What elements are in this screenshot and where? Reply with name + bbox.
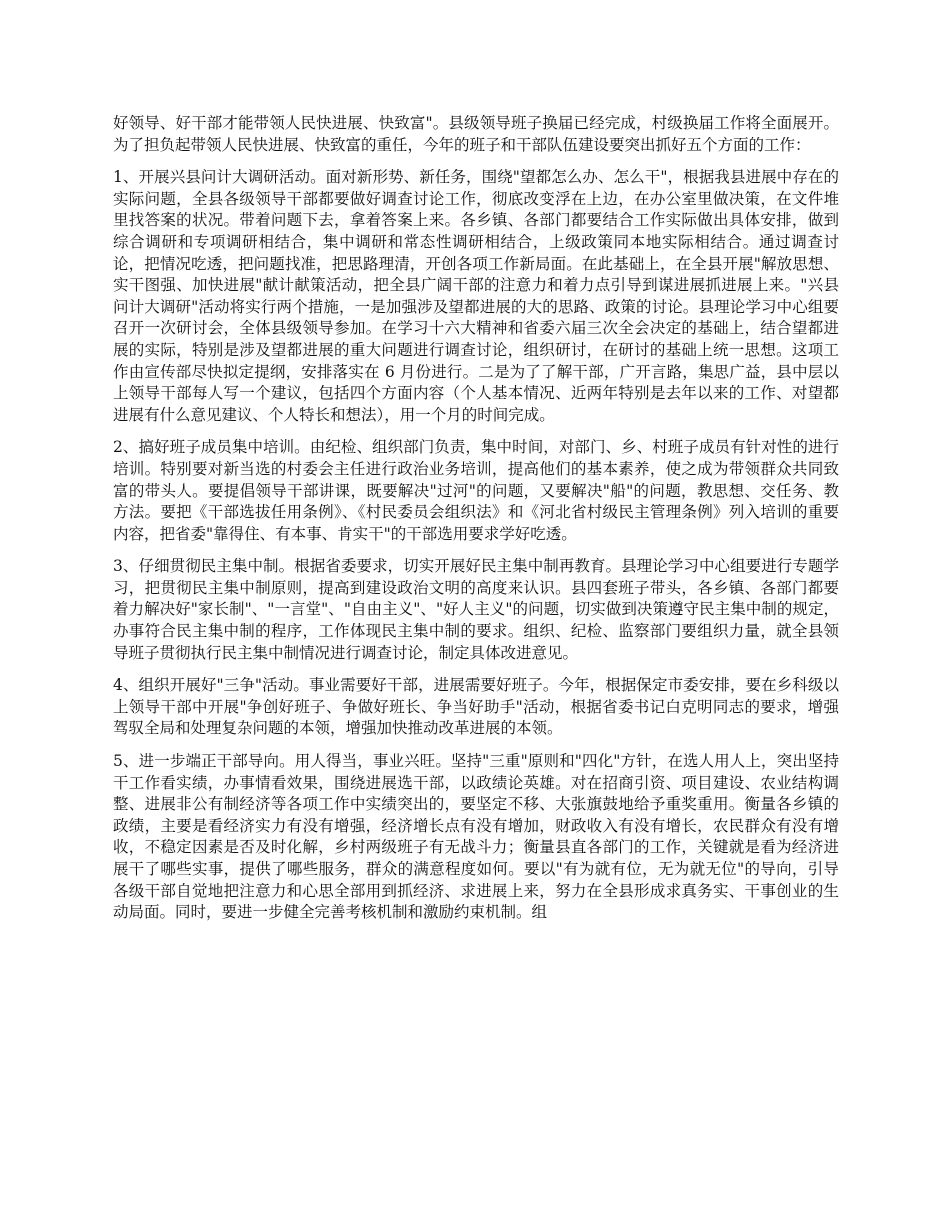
- paragraph-item-4: 4、组织开展好"三争"活动。事业需要好干部，进展需要好班子。今年，根据保定市委安排，要在乡科级以上领导干部中开展"争创好班子、争做好班长、争当好助手"活动，根据省委书记白克明同志的要求，增强驾驭全局和处理复杂问题的本领，增强加快推动改革进展的本领。: [113, 676, 839, 738]
- paragraph-item-1: 1、开展兴县问计大调研活动。面对新形势、新任务，围绕"望都怎么办、怎么干"，根据我县进展中存在的实际问题，全县各级领导干部都要做好调查讨论工作，彻底改变浮在上边，在办公室里做决策，在文件堆里找答案的状况。带着问题下去，拿着答案上来。各乡镇、各部门都要结合工作实际做出具体安排，做到综合调研和专项调研相结合，集中调研和常态性调研相结合，上级政策同本地实际相结合。通过调查讨论，把情况吃透，把问题找准，把思路理清，开创各项工作新局面。在此基础上，在全县开展"解放思想、实干图强、加快进展"献计献策活动，把全县广阔干部的注意力和着力点引导到谋进展抓进展上来。"兴县问计大调研"活动将实行两个措施，一是加强涉及望都进展的大的思路、政策的讨论。县理论学习中心组要召开一次研讨会，全体县级领导参加。在学习十六大精神和省委六届三次全会决定的基础上，结合望都进展的实际，特别是涉及望都进展的重大问题进行调查讨论，组织研讨，在研讨的基础上统一思想。这项工作由宣传部尽快拟定提纲，安排落实在 6 月份进行。二是为了了解干部，广开言路，集思广益，县中层以上领导干部每人写一个建议，包括四个方面内容（个人基本情况、近两年特别是去年以来的工作、对望都进展有什么意见建议、个人特长和想法），用一个月的时间完成。: [113, 168, 839, 424]
- document-page: [113, 113, 839, 935]
- paragraph-item-3: 3、仔细贯彻民主集中制。根据省委要求，切实开展好民主集中制再教育。县理论学习中心组要进行专题学习，把贯彻民主集中制原则，提高到建设政治文明的高度来认识。县四套班子带头，各乡镇、各部门都要着力解决好"家长制"、"一言堂"、"自由主义"、"好人主义"的问题，切实做到决策遵守民主集中制的规定，办事符合民主集中制的程序，工作体现民主集中制的要求。组织、纪检、监察部门要组织力量，就全县领导班子贯彻执行民主集中制情况进行调查讨论，制定具体改进意见。: [113, 557, 839, 662]
- paragraph-item-5: 5、进一步端正干部导向。用人得当，事业兴旺。坚持"三重"原则和"四化"方针，在选人用人上，突出坚持干工作看实绩，办事情看效果，围绕进展选干部，以政绩论英雄。对在招商引资、项目建设、农业结构调整、进展非公有制经济等各项工作中实绩突出的，要坚定不移、大张旗鼓地给予重奖重用。衡量各乡镇的政绩，主要是看经济实力有没有增强，经济增长点有没有增加，财政收入有没有增长，农民群众有没有增收，不稳定因素是否及时化解，乡村两级班子有无战斗力；衡量县直各部门的工作，关键就是看为经济进展干了哪些实事，提供了哪些服务，群众的满意程度如何。要以"有为就有位，无为就无位"的导向，引导各级干部自觉地把注意力和心思全部用到抓经济、求进展上来，努力在全县形成求真务实、干事创业的生动局面。同时，要进一步健全完善考核机制和激励约束机制。组: [113, 752, 839, 922]
- paragraph-intro: 好领导、好干部才能带领人民快进展、快致富"。县级领导班子换届已经完成，村级换届工作将全面展开。为了担负起带领人民快进展、快致富的重任，今年的班子和干部队伍建设要突出抓好五个方面的工作：: [113, 114, 839, 154]
- paragraph-item-2: 2、搞好班子成员集中培训。由纪检、组织部门负责，集中时间，对部门、乡、村班子成员有针对性的进行培训。特别要对新当选的村委会主任进行政治业务培训，提高他们的基本素养，使之成为带领群众共同致富的带头人。要提倡领导干部讲课，既要解决"过河"的问题，又要解决"船"的问题，教思想、交任务、教方法。要把《干部选拔任用条例》、《村民委员会组织法》和《河北省村级民主管理条例》列入培训的重要内容，把省委"靠得住、有本事、肯实干"的干部选用要求学好吃透。: [113, 438, 839, 543]
